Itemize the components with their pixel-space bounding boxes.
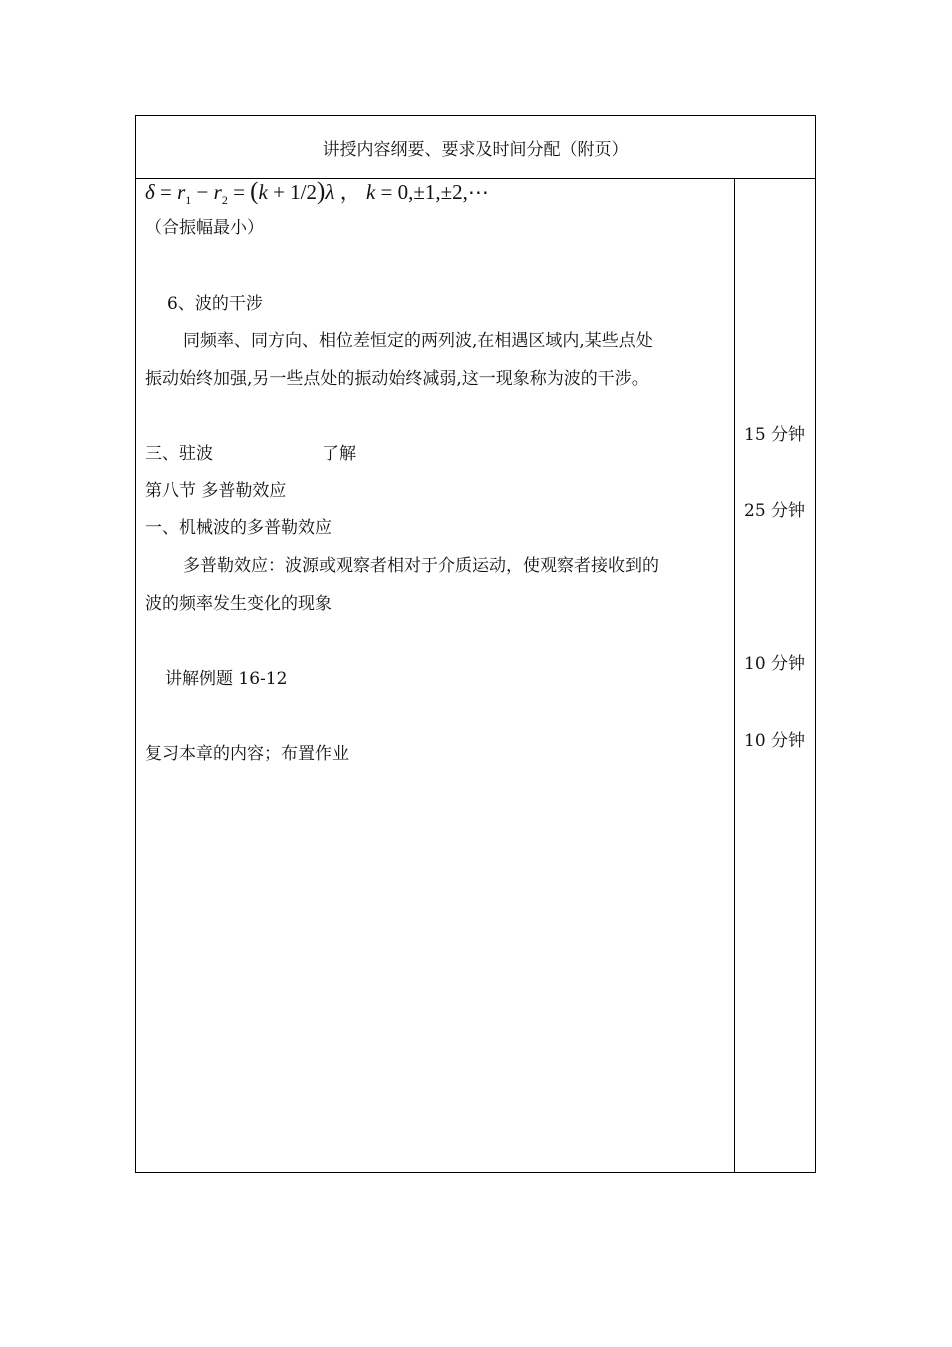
formula-minus: − [191, 180, 214, 204]
standing-wave-requirement: 了解 [322, 444, 356, 464]
interference-line-1: 同频率、同方向、相位差恒定的两列波,在相遇区域内,某些点处 [183, 331, 653, 351]
time-label: 25 分钟 [744, 501, 806, 521]
example-item: 讲解例题 16-12 [165, 669, 288, 689]
formula-eq2: = [227, 180, 251, 204]
formula-sub2: 2 [221, 193, 228, 208]
formula-r1: r [177, 180, 186, 204]
standing-wave-heading: 三、驻波 [145, 444, 213, 464]
formula-plus-half: + 1/2 [267, 180, 318, 204]
time-label: 10 分钟 [744, 654, 806, 674]
path-difference-formula [145, 179, 489, 213]
formula-sub1: 1 [185, 193, 192, 208]
time-label: 15 分钟 [744, 425, 806, 445]
formula-comma: ， [334, 180, 361, 204]
doppler-definition-line-2: 波的频率发生变化的现象 [145, 594, 332, 614]
formula-k2: k [365, 180, 376, 204]
doppler-mechanical-heading: 一、机械波的多普勒效应 [145, 518, 332, 538]
formula-values: = 0,±1,±2,⋯ [375, 180, 489, 204]
formula-lparen: ( [250, 178, 259, 205]
interference-line-2: 振动始终加强,另一些点处的振动始终减弱,这一现象称为波的干涉。 [145, 369, 649, 389]
review-item: 复习本章的内容；布置作业 [145, 744, 349, 764]
table-header [136, 116, 815, 179]
doppler-definition-line-1: 多普勒效应：波源或观察者相对于介质运动，使观察者接收到的 [183, 556, 659, 576]
formula-delta: δ [145, 180, 155, 204]
formula-k: k [258, 180, 268, 204]
section8-title: 第八节 多普勒效应 [145, 481, 287, 501]
formula-rparen: ) [317, 178, 326, 205]
formula-r2: r [213, 180, 222, 204]
formula-eq1: = [154, 180, 178, 204]
section6-title: 6、波的干涉 [167, 294, 263, 314]
note-min-amplitude: （合振幅最小） [145, 218, 264, 238]
time-label: 10 分钟 [744, 731, 806, 751]
content-cell [136, 179, 734, 1173]
header-title: 讲授内容纲要、要求及时间分配（附页） [322, 139, 629, 160]
time-allocation-cell [735, 179, 815, 1173]
lesson-plan-table [135, 115, 816, 1173]
formula-lambda: λ [325, 180, 335, 204]
